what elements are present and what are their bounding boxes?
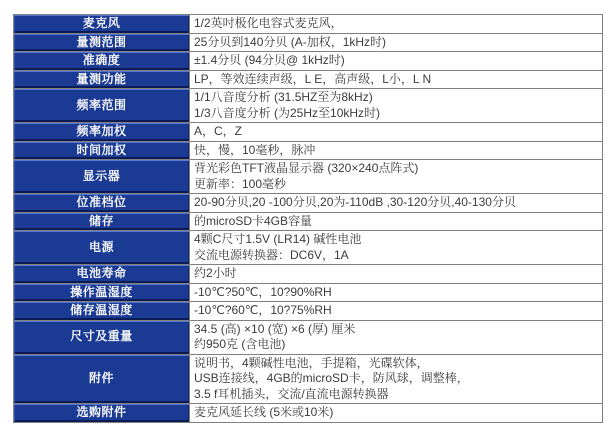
spec-value	[190, 283, 603, 302]
spec-value-line: 4颗C尺寸1.5V (LR14) 碱性电池	[194, 232, 362, 246]
spec-value-line: 1/2英吋极化电容式麦克风，	[194, 16, 343, 30]
spec-value	[190, 404, 603, 423]
spec-label-frequency-range: 频率范围	[14, 89, 190, 123]
spec-label-microphone: 麦克风	[14, 15, 190, 34]
spec-label-display: 显示器	[14, 160, 190, 194]
spec-label-size-weight: 尺寸及重量	[14, 320, 190, 354]
spec-value-line: 3.5 f耳机插头，交流/直流电源转换器	[194, 386, 389, 401]
spec-label-accessories: 附件	[14, 354, 190, 404]
spec-value-line: 约2小时	[194, 266, 237, 280]
table-row	[14, 265, 603, 284]
spec-value-line: 说明书，4颗碱性电池，手提箱，光碟软体，	[194, 355, 429, 370]
spec-value-line: 20-90分贝,20 -100分贝,20为-110dB ,30-120分贝,40-130分贝	[194, 195, 516, 209]
spec-label-frequency-weighting: 频率加权	[14, 123, 190, 142]
table-row	[14, 194, 603, 213]
spec-value-line: -10℃?50℃，10?90%RH	[194, 284, 332, 299]
spec-value-line: ±1.4分贝 (94分贝@ 1kHz时)	[194, 53, 345, 67]
spec-label-time-weighting: 时间加权	[14, 141, 190, 160]
spec-value-line: 麦克风延长线 (5米或10米)	[194, 405, 334, 419]
spec-value-line: 快，慢，10毫秒，脉冲	[194, 142, 316, 157]
spec-value-line: 约950克 (含电池)	[194, 337, 286, 351]
spec-value	[190, 33, 603, 52]
spec-label-storage: 储存	[14, 212, 190, 231]
spec-value-line: 背光彩色TFT液晶显示器 (320×240点阵式)	[194, 161, 419, 175]
spec-value-line: 25分贝到140分贝 (A-加权，1kHz时)	[194, 34, 387, 49]
spec-label-accuracy: 准确度	[14, 52, 190, 71]
spec-value-line: 交流电源转换器：DC6V，1A	[194, 247, 349, 262]
spec-value	[190, 15, 603, 34]
table-row	[14, 231, 603, 265]
spec-label-measure-range: 量测范围	[14, 33, 190, 52]
spec-value	[190, 52, 603, 71]
table-row	[14, 70, 603, 89]
spec-value	[190, 141, 603, 160]
table-row	[14, 283, 603, 302]
spec-label-operating-temp-humidity: 操作温湿度	[14, 283, 190, 302]
spec-value	[190, 231, 603, 265]
table-row	[14, 141, 603, 160]
table-row	[14, 320, 603, 354]
spec-value	[190, 70, 603, 89]
table-row	[14, 123, 603, 142]
table-row	[14, 15, 603, 34]
spec-value	[190, 354, 603, 404]
table-row	[14, 404, 603, 423]
spec-value-line: USB连接线，4GB的microSD卡，防风球，调整棒，	[194, 371, 469, 385]
table-row	[14, 89, 603, 123]
table-row	[14, 354, 603, 404]
spec-value	[190, 123, 603, 142]
spec-label-storage-temp-humidity: 储存温湿度	[14, 302, 190, 321]
table-row	[14, 212, 603, 231]
spec-value	[190, 160, 603, 194]
spec-value-line: -10℃?60℃，10?75%RH	[194, 303, 332, 317]
table-row	[14, 33, 603, 52]
spec-label-power: 电源	[14, 231, 190, 265]
spec-label-level-ranges: 位准档位	[14, 194, 190, 213]
spec-value-line: 的microSD卡4GB容量	[194, 213, 313, 228]
spec-value	[190, 265, 603, 284]
spec-value	[190, 194, 603, 213]
spec-value	[190, 212, 603, 231]
spec-label-battery-life: 电池寿命	[14, 265, 190, 284]
spec-table	[13, 14, 603, 423]
spec-value-line: 更新率：100毫秒	[194, 176, 287, 191]
spec-value-line: 34.5 (高) ×10 (宽) ×6 (厚) 厘米	[194, 321, 356, 336]
spec-value-line: 1/3八音度分析 (为25Hz至10kHz时)	[194, 105, 381, 120]
spec-value	[190, 302, 603, 321]
table-row	[14, 52, 603, 71]
table-row	[14, 160, 603, 194]
spec-value-line: 1/1八音度分析 (31.5HZ至为8kHz)	[194, 90, 373, 104]
spec-label-optional-accessories: 选购附件	[14, 404, 190, 423]
spec-value-line: A，C，Z	[194, 124, 243, 138]
spec-value	[190, 89, 603, 123]
spec-value-line: LP，等效连续声级，L E，高声级，L小，L N	[194, 71, 432, 86]
spec-value	[190, 320, 603, 354]
spec-label-measure-functions: 量测功能	[14, 70, 190, 89]
table-row	[14, 302, 603, 321]
